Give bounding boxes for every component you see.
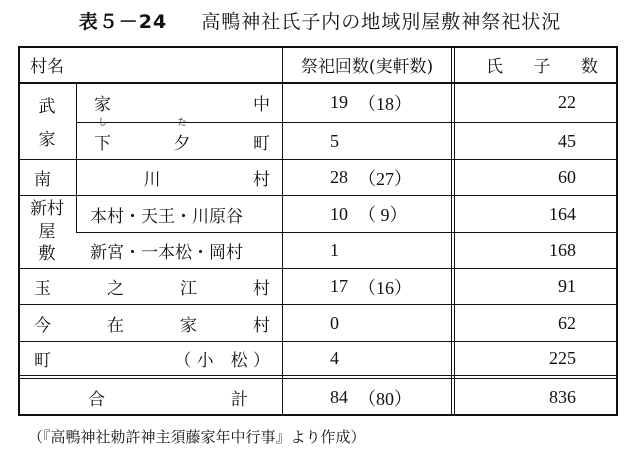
rites-cell: 4 (330, 348, 339, 368)
data-table (18, 46, 618, 416)
ujiko-cell: 225 (549, 348, 576, 368)
total-rites: 84 （80） (330, 387, 412, 409)
rites-cell: 28 （27） (330, 167, 412, 189)
ujiko-cell: 22 (558, 92, 576, 112)
group-label-shinmura: 新村 屋 敷 (30, 198, 64, 265)
header-ujiko: 氏 子 数 (486, 56, 598, 77)
ujiko-cell: 62 (558, 312, 576, 333)
row-name: 今 在 家 村 (34, 315, 270, 336)
row-name: 本村・天王・川原谷 (90, 206, 243, 227)
row-name: 新宮・一本松・岡村 (90, 243, 243, 263)
ujiko-cell: 164 (549, 203, 576, 224)
total-label: 合 計 (88, 390, 248, 410)
header-village: 村名 (30, 56, 64, 77)
table-title (0, 4, 640, 36)
row-name: し 下 た 夕 町 (94, 117, 270, 154)
ujiko-cell: 168 (549, 240, 576, 260)
ujiko-cell: 45 (558, 130, 576, 151)
row-name: 南 川 村 (34, 170, 270, 190)
total-ujiko: 836 (549, 387, 576, 407)
rites-cell: 5 (330, 130, 339, 151)
table-name: 高鴨神社氏子内の地域別屋敷神祭祀状況 (201, 10, 562, 33)
rites-cell: 17 （16） (330, 276, 412, 298)
ujiko-cell: 91 (558, 276, 576, 296)
row-name: 玉 之 江 村 (34, 279, 270, 299)
rites-cell: 19 （18） (330, 92, 412, 114)
ujiko-cell: 60 (558, 167, 576, 187)
table-number: 表５－24 (78, 10, 168, 33)
row-name: 町 （ 小 松 ） (34, 351, 270, 371)
rites-cell: 0 (330, 312, 339, 333)
rites-cell: 10 （ 9） (330, 203, 408, 225)
source-note: （『高鴨神社勅許神主須藤家年中行事』より作成） (28, 428, 366, 446)
group-divider (76, 82, 77, 232)
rites-cell: 1 (330, 240, 339, 260)
group-label-buke: 武 家 (38, 96, 56, 151)
header-rites: 祭祀回数(実軒数) (300, 56, 434, 77)
row-name: 家 中 (94, 95, 270, 115)
column-divider (282, 46, 283, 416)
